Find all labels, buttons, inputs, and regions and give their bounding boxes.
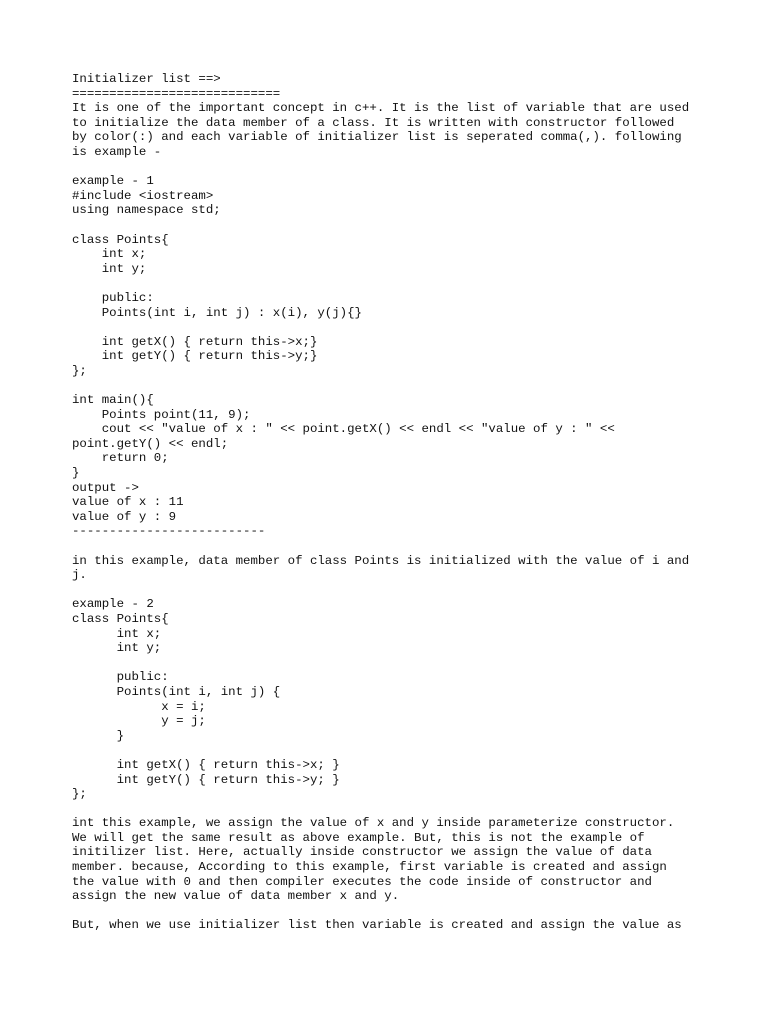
text-line: in this example, data member of class Points is initialized with the value of i and	[72, 553, 690, 568]
document-page	[72, 72, 712, 933]
text-line	[72, 378, 712, 393]
text-line: --------------------------	[72, 524, 266, 539]
text-line: public:	[72, 290, 154, 305]
text-line: class Points{	[72, 611, 169, 626]
text-line	[72, 583, 712, 598]
text-line: example - 1	[72, 174, 154, 189]
text-line: example - 2	[72, 597, 154, 612]
text-line: };	[72, 363, 87, 378]
text-line: Initializer list ==>	[72, 72, 221, 86]
text-line	[72, 539, 712, 554]
text-line: member. because, According to this example, first variable is created and assign	[72, 860, 667, 875]
text-line: It is one of the important concept in c++. It is the list of variable that are used	[72, 101, 690, 116]
text-line	[72, 656, 712, 671]
text-line: public:	[72, 670, 169, 685]
text-line: by color(:) and each variable of initializer list is seperated comma(,). following	[72, 130, 682, 145]
text-line: value of x : 11	[72, 495, 184, 510]
text-line: }	[72, 728, 125, 743]
text-line: the value with 0 and then compiler executes the code inside of constructor and	[72, 874, 652, 889]
text-line	[72, 802, 712, 817]
text-line: int x;	[72, 626, 162, 641]
text-line: is example -	[72, 144, 162, 159]
text-line: to initialize the data member of a class. It is written with constructor followed	[72, 115, 675, 130]
text-line: value of y : 9	[72, 509, 177, 524]
text-line: assign the new value of data member x and y.	[72, 889, 400, 904]
text-line: output ->	[72, 480, 139, 495]
text-line: initilizer list. Here, actually inside constructor we assign the value of data	[72, 845, 652, 860]
text-line: y = j;	[72, 714, 206, 729]
text-line: };	[72, 787, 87, 802]
text-line: int getX() { return this->x; }	[72, 757, 340, 772]
text-line: int y;	[72, 261, 147, 276]
text-line: ============================	[72, 86, 281, 101]
text-line: int x;	[72, 247, 147, 262]
text-line: We will get the same result as above example. But, this is not the example of	[72, 830, 645, 845]
text-line: int getY() { return this->y; }	[72, 772, 340, 787]
text-line	[72, 320, 712, 335]
text-line: point.getY() << endl;	[72, 436, 229, 451]
text-line	[72, 218, 712, 233]
text-line	[72, 904, 712, 919]
text-line: cout << "value of x : " << point.getX() << endl << "value of y : " <<	[72, 422, 615, 437]
text-line	[72, 743, 712, 758]
text-line: class Points{	[72, 232, 169, 247]
text-line: int this example, we assign the value of x and y inside parameterize constructor.	[72, 816, 675, 831]
text-line: But, when we use initializer list then variable is created and assign the value as	[72, 918, 682, 933]
text-line: using namespace std;	[72, 203, 221, 218]
text-line: int main(){	[72, 393, 154, 408]
text-line: x = i;	[72, 699, 206, 714]
text-line: int y;	[72, 641, 162, 656]
text-line	[72, 276, 712, 291]
text-line	[72, 160, 712, 175]
text-line: #include <iostream>	[72, 188, 214, 203]
text-line: Points(int i, int j) {	[72, 684, 281, 699]
text-line: Points point(11, 9);	[72, 407, 251, 422]
text-line: int getX() { return this->x;}	[72, 334, 318, 349]
text-line: j.	[72, 568, 87, 583]
text-line: return 0;	[72, 451, 169, 466]
text-line: int getY() { return this->y;}	[72, 349, 318, 364]
text-line: Points(int i, int j) : x(i), y(j){}	[72, 305, 362, 320]
text-line: }	[72, 466, 80, 481]
